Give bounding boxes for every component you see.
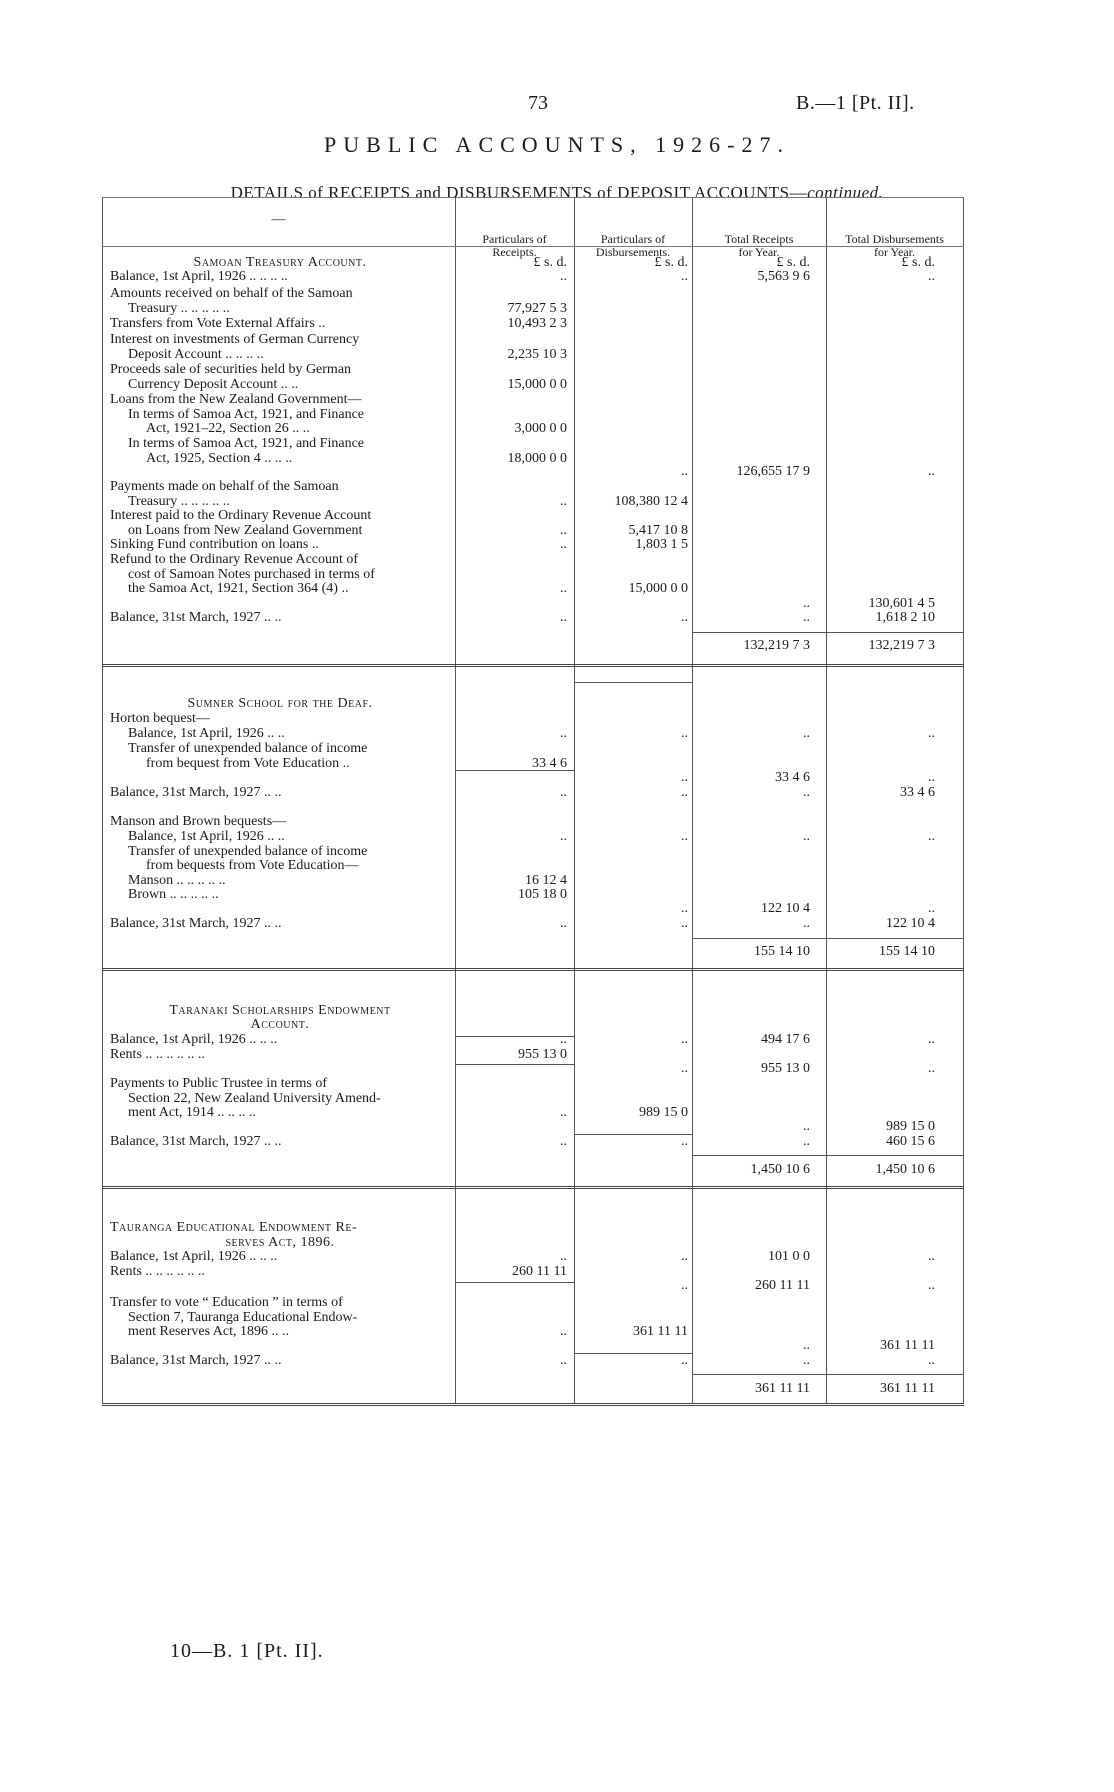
- total-receipts-cell: 955 13 0: [761, 1061, 810, 1076]
- table-row: [110, 901, 970, 917]
- page-subtitle: [0, 183, 1114, 203]
- table-top-rule: [102, 197, 964, 198]
- section-end-rule: [102, 1186, 964, 1189]
- table-row: [110, 552, 970, 568]
- row-description: Horton bequest—: [110, 711, 210, 726]
- total-receipts-cell: 361 11 11: [755, 1381, 810, 1396]
- receipts-cell: 3,000 0 0: [514, 421, 567, 436]
- total-disbursements-cell: 33 4 6: [900, 785, 935, 800]
- table-row: [110, 1295, 970, 1311]
- row-description: Balance, 31st March, 1927 .. ..: [110, 916, 282, 931]
- row-description: cost of Samoan Notes purchased in terms of: [128, 567, 375, 582]
- total-receipts-cell: ..: [803, 1353, 810, 1368]
- receipts-heading-line1: Particulars of: [482, 232, 547, 246]
- disbursements-cell: ..: [681, 1353, 688, 1368]
- subtitle-continued: continued.: [807, 183, 884, 202]
- total-receipts-cell: 1,450 10 6: [750, 1162, 810, 1177]
- table-row: [110, 829, 970, 845]
- table-row: [110, 286, 970, 302]
- row-description: ment Act, 1914 .. .. .. ..: [128, 1105, 256, 1120]
- total-receipts-cell: ..: [803, 610, 810, 625]
- total-disbursements-cell: ..: [928, 901, 935, 916]
- table-row: [110, 436, 970, 452]
- description-col-heading: —: [271, 212, 286, 227]
- receipts-cell: ..: [560, 1134, 567, 1149]
- row-description: Interest on investments of German Currency: [110, 332, 360, 347]
- row-description: Tauranga Educational Endowment Re-: [110, 1220, 358, 1235]
- row-description: Sumner School for the Deaf.: [187, 696, 373, 711]
- total-disbursements-heading-line2: for Year.: [874, 245, 915, 259]
- disbursements-cell: 1,803 1 5: [635, 537, 688, 552]
- total-disbursements-cell: 1,450 10 6: [875, 1162, 935, 1177]
- receipts-cell: 16 12 4: [525, 873, 567, 888]
- total-receipts-cell: ..: [803, 1119, 810, 1134]
- row-description: Section 22, New Zealand University Amend-: [128, 1091, 381, 1106]
- row-description: Brown .. .. .. .. ..: [128, 887, 219, 902]
- table-row: [110, 362, 970, 378]
- receipts-cell: ..: [560, 1249, 567, 1264]
- row-description: Sinking Fund contribution on loans ..: [110, 537, 319, 552]
- receipts-cell: 18,000 0 0: [507, 451, 567, 466]
- receipts-cell: ..: [560, 1324, 567, 1339]
- receipts-cell: ..: [560, 523, 567, 538]
- row-description: Proceeds sale of securities held by German: [110, 362, 352, 377]
- disbursements-cell: 108,380 12 4: [614, 494, 688, 509]
- row-description: In terms of Samoa Act, 1921, and Finance: [128, 436, 365, 451]
- row-description: from bequest from Vote Education ..: [146, 756, 350, 771]
- subtitle-main: DETAILS of RECEIPTS and DISBURSEMENTS of DEPOSIT ACCOUNTS: [230, 183, 790, 202]
- table-row: [110, 858, 970, 874]
- row-description: Currency Deposit Account .. ..: [128, 377, 299, 392]
- table-row: [110, 1338, 970, 1354]
- table-row: [110, 1249, 970, 1265]
- total-receipts-cell: ..: [803, 1134, 810, 1149]
- receipts-cell: 2,235 10 3: [507, 347, 567, 362]
- table-row: [110, 711, 970, 727]
- subtotal-rule: [693, 1374, 963, 1375]
- disbursements-cell: 5,417 10 8: [628, 523, 688, 538]
- row-description: Balance, 31st March, 1927 .. ..: [110, 785, 282, 800]
- total-disbursements-cell: ..: [928, 1061, 935, 1076]
- total-disbursements-cell: £ s. d.: [901, 255, 935, 270]
- row-description: Transfer of unexpended balance of income: [128, 844, 368, 859]
- total-receipts-cell: 122 10 4: [761, 901, 810, 916]
- table-row: [110, 1353, 970, 1369]
- row-description: In terms of Samoa Act, 1921, and Finance: [128, 407, 365, 422]
- table-row: [110, 944, 970, 960]
- disbursements-cell: ..: [681, 1032, 688, 1047]
- row-description: Amounts received on behalf of the Samoan: [110, 286, 353, 301]
- row-description: Act, 1921–22, Section 26 .. ..: [146, 421, 310, 436]
- receipts-cell: 77,927 5 3: [507, 301, 567, 316]
- row-description: Balance, 31st March, 1927 .. ..: [110, 610, 282, 625]
- table-row: [110, 377, 970, 393]
- disbursements-cell: 361 11 11: [633, 1324, 688, 1339]
- disbursements-cell: ..: [681, 829, 688, 844]
- disbursements-cell: £ s. d.: [654, 255, 688, 270]
- total-disbursements-cell: ..: [928, 829, 935, 844]
- row-description: Balance, 1st April, 1926 .. .. ..: [110, 1032, 278, 1047]
- subtotal-rule: [693, 938, 963, 939]
- disbursements-cell: 989 15 0: [639, 1105, 688, 1120]
- table-row: [110, 464, 970, 480]
- table-row: [110, 1220, 970, 1236]
- receipts-heading-line2: Receipts.: [492, 245, 537, 259]
- total-receipts-cell: ..: [803, 829, 810, 844]
- table-row: [110, 421, 970, 437]
- disbursements-cell: ..: [681, 610, 688, 625]
- disbursements-cell: ..: [681, 1278, 688, 1293]
- subtotal-rule: [693, 1155, 963, 1156]
- disbursements-cell: ..: [681, 785, 688, 800]
- page-footer: 10—B. 1 [Pt. II].: [170, 1640, 324, 1662]
- table-row: [110, 1162, 970, 1178]
- row-description: Transfer to vote “ Education ” in terms of: [110, 1295, 343, 1310]
- total-receipts-cell: ..: [803, 785, 810, 800]
- total-disbursements-heading-line1: Total Disbursements: [845, 232, 944, 246]
- row-description: Balance, 1st April, 1926 .. ..: [128, 726, 285, 741]
- total-disbursements-cell: ..: [928, 726, 935, 741]
- total-receipts-cell: 494 17 6: [761, 1032, 810, 1047]
- receipts-cell: ..: [560, 581, 567, 596]
- total-disbursements-cell: 361 11 11: [880, 1338, 935, 1353]
- row-description: Payments to Public Trustee in terms of: [110, 1076, 327, 1091]
- table-row: [110, 814, 970, 830]
- receipts-cell: 33 4 6: [532, 756, 567, 771]
- disbursements-cell: ..: [681, 770, 688, 785]
- receipts-cell: 260 11 11: [512, 1264, 567, 1279]
- row-description: Balance, 1st April, 1926 .. .. .. ..: [110, 269, 288, 284]
- row-description: Deposit Account .. .. .. ..: [128, 347, 264, 362]
- subtotal-rule: [575, 682, 692, 683]
- table-left-rule: [102, 197, 103, 1404]
- total-disbursements-cell: ..: [928, 1353, 935, 1368]
- row-description: Section 7, Tauranga Educational Endow-: [128, 1310, 358, 1325]
- total-disbursements-cell: 361 11 11: [880, 1381, 935, 1396]
- table-row: [110, 537, 970, 553]
- total-disbursements-cell: ..: [928, 1249, 935, 1264]
- row-description: Balance, 31st March, 1927 .. ..: [110, 1353, 282, 1368]
- receipts-cell: ..: [560, 1032, 567, 1047]
- total-receipts-cell: 155 14 10: [754, 944, 810, 959]
- disbursements-cell: ..: [681, 726, 688, 741]
- page-title: PUBLIC ACCOUNTS, 1926-27.: [324, 132, 790, 157]
- document-reference: B.—1 [Pt. II].: [796, 92, 915, 114]
- section-end-rule: [102, 664, 964, 667]
- table-row: [110, 347, 970, 363]
- disbursements-heading-line2: Disbursements.: [595, 245, 671, 259]
- row-description: Samoan Treasury Account.: [193, 255, 367, 270]
- page-number: 73: [528, 92, 548, 114]
- row-description: Manson and Brown bequests—: [110, 814, 287, 829]
- receipts-cell: 105 18 0: [518, 887, 567, 902]
- table-row: [110, 1381, 970, 1397]
- row-description: Taranaki Scholarships Endowment: [169, 1003, 391, 1018]
- row-description: from bequests from Vote Education—: [146, 858, 359, 873]
- table-row: [110, 508, 970, 524]
- total-receipts-cell: £ s. d.: [776, 255, 810, 270]
- receipts-cell: 10,493 2 3: [507, 316, 567, 331]
- table-row: [110, 1119, 970, 1135]
- disbursements-cell: ..: [681, 1249, 688, 1264]
- disbursements-cell: ..: [681, 901, 688, 916]
- table-row: [110, 785, 970, 801]
- total-receipts-heading-line2: for Year.: [738, 245, 780, 259]
- row-description: ment Reserves Act, 1896 .. ..: [128, 1324, 289, 1339]
- row-description: Transfer of unexpended balance of income: [128, 741, 368, 756]
- total-receipts-heading-line1: Total Receipts: [724, 232, 794, 246]
- total-disbursements-cell: 155 14 10: [879, 944, 935, 959]
- disbursements-cell: ..: [681, 916, 688, 931]
- receipts-cell: 955 13 0: [518, 1047, 567, 1062]
- row-description: Account.: [250, 1017, 310, 1032]
- table-row: [110, 301, 970, 317]
- total-receipts-cell: 101 0 0: [768, 1249, 810, 1264]
- total-disbursements-cell: 989 15 0: [886, 1119, 935, 1134]
- total-receipts-cell: ..: [803, 726, 810, 741]
- receipts-cell: 15,000 0 0: [507, 377, 567, 392]
- row-description: Treasury .. .. .. .. ..: [128, 494, 230, 509]
- disbursements-cell: ..: [681, 1061, 688, 1076]
- row-description: Balance, 1st April, 1926 .. ..: [128, 829, 285, 844]
- receipts-cell: ..: [560, 610, 567, 625]
- total-disbursements-cell: 1,618 2 10: [875, 610, 935, 625]
- disbursements-cell: ..: [681, 269, 688, 284]
- table-row: [110, 581, 970, 597]
- row-description: Transfers from Vote External Affairs ..: [110, 316, 326, 331]
- row-description: Act, 1925, Section 4 .. .. ..: [146, 451, 293, 466]
- total-disbursements-cell: 130,601 4 5: [868, 596, 935, 611]
- table-row: [110, 269, 970, 285]
- table-row: [110, 610, 970, 626]
- table-row: [110, 1061, 970, 1077]
- total-receipts-cell: ..: [803, 1338, 810, 1353]
- total-receipts-cell: ..: [803, 916, 810, 931]
- disbursements-heading-line1: Particulars of: [600, 232, 666, 246]
- row-description: serves Act, 1896.: [225, 1235, 335, 1250]
- disbursements-cell: 15,000 0 0: [628, 581, 688, 596]
- row-description: Treasury .. .. .. .. ..: [128, 301, 230, 316]
- receipts-cell: ..: [560, 916, 567, 931]
- row-description: Rents .. .. .. .. .. ..: [110, 1047, 205, 1062]
- receipts-cell: ..: [560, 785, 567, 800]
- receipts-cell: ..: [560, 726, 567, 741]
- disbursements-cell: ..: [681, 1134, 688, 1149]
- row-description: Refund to the Ordinary Revenue Account of: [110, 552, 359, 567]
- receipts-cell: ..: [560, 829, 567, 844]
- table-row: [110, 479, 970, 495]
- receipts-cell: £ s. d.: [533, 255, 567, 270]
- receipts-cell: ..: [560, 1105, 567, 1120]
- table-row: [110, 1017, 970, 1033]
- table-row: [110, 726, 970, 742]
- total-disbursements-cell: ..: [928, 1032, 935, 1047]
- row-description: Rents .. .. .. .. .. ..: [110, 1264, 205, 1279]
- receipts-cell: ..: [560, 537, 567, 552]
- table-row: [110, 638, 970, 654]
- total-disbursements-cell: ..: [928, 269, 935, 284]
- row-description: Interest paid to the Ordinary Revenue Account: [110, 508, 372, 523]
- total-disbursements-cell: ..: [928, 1278, 935, 1293]
- row-description: Payments made on behalf of the Samoan: [110, 479, 339, 494]
- total-receipts-cell: 33 4 6: [775, 770, 810, 785]
- total-receipts-cell: 260 11 11: [755, 1278, 810, 1293]
- receipts-cell: ..: [560, 1353, 567, 1368]
- subtotal-rule: [693, 632, 963, 633]
- total-receipts-cell: 132,219 7 3: [743, 638, 810, 653]
- table-row: [110, 392, 970, 408]
- table-row: [110, 1076, 970, 1092]
- row-description: Manson .. .. .. .. ..: [128, 873, 226, 888]
- row-description: Balance, 31st March, 1927 .. ..: [110, 1134, 282, 1149]
- receipts-cell: ..: [560, 494, 567, 509]
- total-disbursements-cell: ..: [928, 770, 935, 785]
- total-receipts-cell: 5,563 9 6: [757, 269, 810, 284]
- table-row: [110, 332, 970, 348]
- row-description: the Samoa Act, 1921, Section 364 (4) ..: [128, 581, 349, 596]
- row-description: Balance, 1st April, 1926 .. .. ..: [110, 1249, 278, 1264]
- total-disbursements-cell: ..: [928, 464, 935, 479]
- total-disbursements-cell: 132,219 7 3: [868, 638, 935, 653]
- row-description: Loans from the New Zealand Government—: [110, 392, 362, 407]
- table-row: [110, 316, 970, 332]
- table-row: [110, 1278, 970, 1294]
- disbursements-cell: ..: [681, 464, 688, 479]
- total-receipts-cell: 126,655 17 9: [736, 464, 810, 479]
- table-row: [110, 1134, 970, 1150]
- total-disbursements-cell: 460 15 6: [886, 1134, 935, 1149]
- total-disbursements-cell: 122 10 4: [886, 916, 935, 931]
- section-end-rule: [102, 1403, 964, 1406]
- table-row: [110, 696, 970, 712]
- table-row: [110, 741, 970, 757]
- section-end-rule: [102, 968, 964, 971]
- table-row: [110, 1032, 970, 1048]
- table-row: [110, 770, 970, 786]
- row-description: on Loans from New Zealand Government: [128, 523, 363, 538]
- subtitle-dash: —: [789, 183, 808, 202]
- receipts-cell: ..: [560, 269, 567, 284]
- total-receipts-cell: ..: [803, 596, 810, 611]
- table-row: [110, 916, 970, 932]
